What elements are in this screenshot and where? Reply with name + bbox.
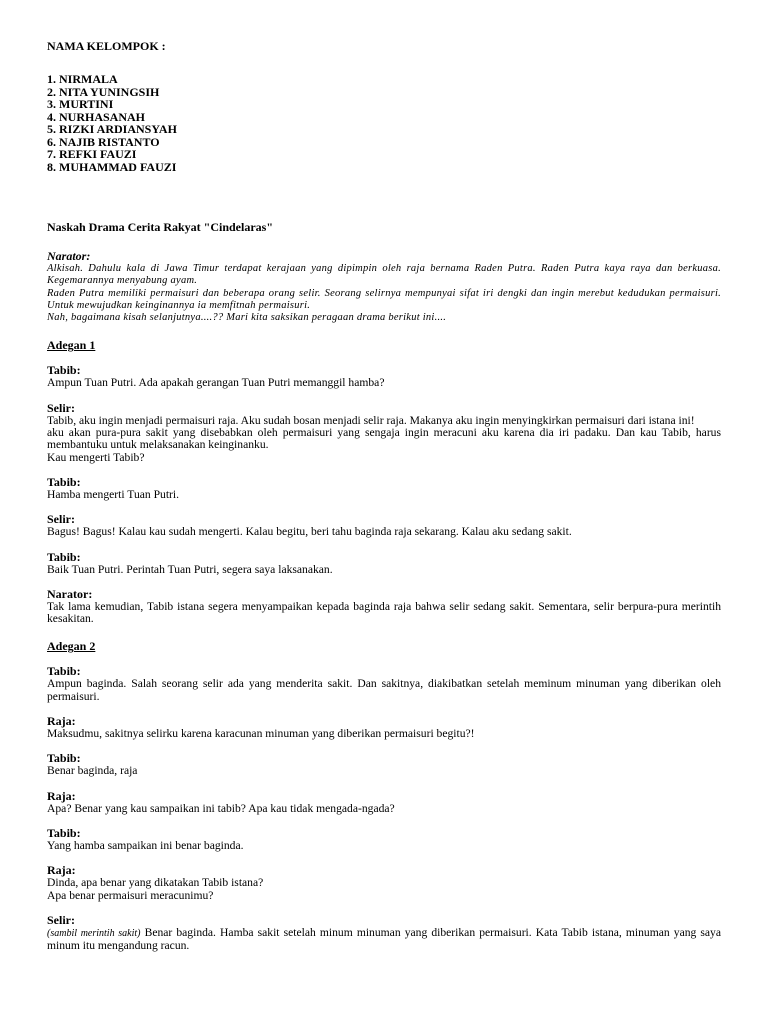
scene-1-title: Adegan 1 — [47, 338, 96, 353]
member-item: 7. REFKI FAUZI — [47, 147, 137, 161]
dialogue-line: Kau mengerti Tabib? — [47, 450, 145, 464]
dialogue-text — [47, 678, 721, 703]
dialogue-block — [47, 914, 721, 953]
dialogue-block — [47, 364, 721, 389]
dialogue-text — [47, 877, 721, 902]
speaker-label: Selir: — [47, 512, 75, 527]
dialogue-block — [47, 752, 721, 777]
member-item: 8. MUHAMMAD FAUZI — [47, 159, 177, 174]
dialogue-line: Dinda, apa benar yang dikatakan Tabib istana? — [47, 876, 264, 890]
speaker-label: Raja: — [47, 788, 76, 803]
dialogue-block — [47, 790, 721, 815]
dialogue-block — [47, 665, 721, 703]
dialogue-text — [47, 728, 721, 740]
dialogue-line: Baik Tuan Putri. Perintah Tuan Putri, segera saya laksanakan. — [47, 562, 333, 576]
dialogue-line: aku akan pura-pura sakit yang disebabkan oleh permaisuri yang sengaja ingin meracuni aku karena dia iri padaku. Dan kau Tabib, harus membantuku untuk melaksanakan keinginanku. — [47, 426, 721, 452]
stage-direction: (sambil merintih sakit) — [47, 927, 141, 939]
dialogue-line: Ampun baginda. Salah seorang selir ada yang menderita sakit. Dan sakitnya, diakibatkan setelah meminum minuman yang diberikan oleh permaisuri. — [47, 677, 721, 703]
member-item: 1. NIRMALA — [47, 72, 118, 86]
group-label: NAMA KELOMPOK : — [47, 39, 166, 53]
dialogue-text — [47, 415, 721, 464]
dialogue-block — [47, 513, 721, 538]
dialogue-text — [47, 377, 721, 389]
dialogue-line: Tabib, aku ingin menjadi permaisuri raja. Aku sudah bosan menjadi selir raja. Makanya aku ingin menyingkirkan permaisuri dari istana ini! — [47, 413, 695, 427]
scene-2-title: Adegan 2 — [47, 639, 96, 654]
member-item: 2. NITA YUNINGSIH — [47, 84, 160, 99]
speaker-label: Tabib: — [47, 664, 81, 679]
dialogue-line: Bagus! Bagus! Kalau kau sudah mengerti. Kalau begitu, beri tahu baginda raja sekarang. Kalau aku sedang sakit. — [47, 525, 572, 539]
intro-line: Nah, bagaimana kisah selanjutnya....?? Mari kita saksikan peragaan drama berikut ini.... — [47, 312, 447, 324]
member-item: 6. NAJIB RISTANTO — [47, 134, 160, 149]
dialogue-block — [47, 864, 721, 902]
speaker-label: Selir: — [47, 400, 75, 415]
speaker-label: Raja: — [47, 863, 76, 878]
dialogue-line: Maksudmu, sakitnya selirku karena karacunan minuman yang diberikan permaisuri begitu?! — [47, 727, 475, 741]
dialogue-line: Apa benar permaisuri meracunimu? — [47, 888, 214, 902]
speaker-label: Tabib: — [47, 549, 81, 564]
dialogue-text — [47, 564, 721, 576]
speaker-label: Narator: — [47, 586, 93, 601]
script-title: Naskah Drama Cerita Rakyat "Cindelaras" — [47, 220, 273, 234]
intro-paragraph — [47, 263, 721, 324]
dialogue-block — [47, 551, 721, 576]
member-list — [47, 73, 721, 173]
dialogue-line: Apa? Benar yang kau sampaikan ini tabib? Apa kau tidak mengada-ngada? — [47, 801, 395, 815]
dialogue-line: Hamba mengerti Tuan Putri. — [47, 487, 180, 501]
dialogue-line: Yang hamba sampaikan ini benar baginda. — [47, 838, 244, 852]
dialogue-text — [47, 927, 721, 953]
intro-line: Raden Putra memiliki permaisuri dan beberapa orang selir. Seorang selirnya mempunyai sifat iri dengki dan ingin merebut kedudukan permaisuri. Untuk mewujudkan keinginannya ia memfitnah permaisuri. — [47, 287, 721, 311]
dialogue-line: Benar baginda, raja — [47, 764, 138, 778]
speaker-label: Tabib: — [47, 474, 81, 489]
dialogue-text — [47, 526, 721, 538]
member-item: 3. MURTINI — [47, 97, 114, 111]
dialogue-line: Tak lama kemudian, Tabib istana segera menyampaikan kepada baginda raja bahwa selir sedang sakit. Sementara, selir berpura-pura merintih kesakitan. — [47, 599, 721, 626]
speaker-label: Tabib: — [47, 751, 81, 766]
speaker-label: Selir: — [47, 912, 75, 927]
narator-label: Narator: — [47, 249, 91, 263]
document-content — [47, 40, 721, 952]
speaker-label: Tabib: — [47, 825, 81, 840]
dialogue-text — [47, 601, 721, 626]
intro-line: Alkisah. Dahulu kala di Jawa Timur terdapat kerajaan yang dipimpin oleh raja bernama Raden Putra. Raden Putra kaya raya dan berkuasa. Kegemarannya menyabung ayam. — [47, 263, 721, 287]
dialogue-text — [47, 803, 721, 815]
dialogue-line: Ampun Tuan Putri. Ada apakah gerangan Tuan Putri memanggil hamba? — [47, 376, 385, 390]
speaker-label: Raja: — [47, 714, 76, 729]
dialogue-text — [47, 765, 721, 777]
dialogue-block — [47, 827, 721, 852]
member-item: 5. RIZKI ARDIANSYAH — [47, 122, 177, 136]
dialogue-block — [47, 402, 721, 464]
dialogue-block — [47, 476, 721, 501]
speaker-label: Tabib: — [47, 363, 81, 378]
dialogue-line: Benar baginda. Hamba sakit setelah minum minuman yang diberikan permaisuri. Kata Tabib istana, minuman yang saya minum itu mengandung racun. — [47, 925, 721, 953]
dialogue-block — [47, 588, 721, 626]
dialogue-block — [47, 715, 721, 740]
dialogue-text — [47, 489, 721, 501]
dialogue-text — [47, 840, 721, 852]
member-item: 4. NURHASANAH — [47, 109, 146, 124]
